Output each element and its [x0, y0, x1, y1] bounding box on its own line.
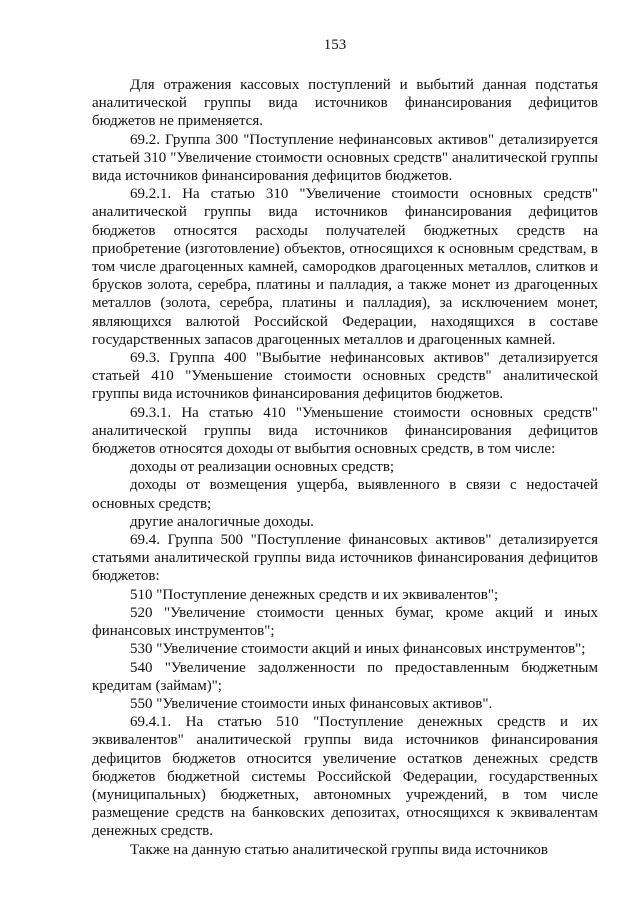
paragraph-69-3: 69.3. Группа 400 "Выбытие нефинансовых активов" детализируется статьей 410 "Уменьшение стоимости основных средств" аналитической группы вида источников финансирования дефицитов бюджетов. [92, 350, 598, 403]
page-number: 153 [323, 37, 347, 53]
list-item-damage: доходы от возмещения ущерба, выявленного в связи с недостачей основных средств; [92, 477, 598, 512]
paragraph-69-4-1: 69.4.1. На статью 510 "Поступление денежных средств и их эквивалентов" аналитической группы вида источников финансирования дефицитов бюджетов относится увеличение остатков денежных средств бюджетов бюджетной системы Российской Федерации, государственных (муниципальных) бюджетных, автономных учреждений, в том числе размещение средств на банковских депозитах, относящихся к эквивалентам денежных средств. [92, 714, 598, 840]
paragraph-69-3-1: 69.3.1. На статью 410 "Уменьшение стоимости основных средств" аналитической группы вида источников финансирования дефицитов бюджетов относятся доходы от выбытия основных средств, в том числе: [92, 404, 598, 458]
paragraph-continuation: Также на данную статью аналитической группы вида источников [130, 841, 549, 858]
paragraph-69-2-1: 69.2.1. На статью 310 "Увеличение стоимости основных средств" аналитической группы вида источников финансирования дефицитов бюджетов относятся расходы получателей бюджетных средств на приобретение (изготовление) объектов, относящихся к основным средствам, в том числе драгоценных камней, самородков драгоценных металлов, слитков и брусков золота, серебра, платины и палладия, а также монет из драгоценных металлов (золота, серебра, платины и палладия), за исключением монет, являющихся валютой Российской Федерации, находящихся в составе государственных запасов драгоценных металлов и драгоценных камней. [92, 186, 598, 348]
paragraph-69-2: 69.2. Группа 300 "Поступление нефинансовых активов" детализируется статьей 310 "Увеличение стоимости основных средств" аналитической группы вида источников финансирования дефицитов бюджетов. [92, 131, 598, 185]
list-item-sales: доходы от реализации основных средств; [130, 459, 395, 476]
paragraph-intro: Для отражения кассовых поступлений и выбытий данная подстатья аналитической группы вида источников финансирования дефицитов бюджетов не применяется. [92, 77, 598, 130]
document-body [92, 76, 598, 859]
article-530: 530 "Увеличение стоимости акций и иных финансовых инструментов"; [130, 641, 586, 658]
article-510: 510 "Поступление денежных средств и их эквивалентов"; [130, 586, 499, 603]
paragraph-69-4: 69.4. Группа 500 "Поступление финансовых активов" детализируется статьями аналитической группы вида источников финансирования дефицитов бюджетов: [92, 532, 598, 585]
list-item-other: другие аналогичные доходы. [130, 513, 314, 530]
article-550: 550 "Увеличение стоимости иных финансовых активов". [130, 695, 493, 712]
article-540: 540 "Увеличение задолженности по предоставленным бюджетным кредитам (займам)"; [92, 659, 598, 694]
article-520: 520 "Увеличение стоимости ценных бумаг, кроме акций и иных финансовых инструментов"; [92, 604, 598, 640]
